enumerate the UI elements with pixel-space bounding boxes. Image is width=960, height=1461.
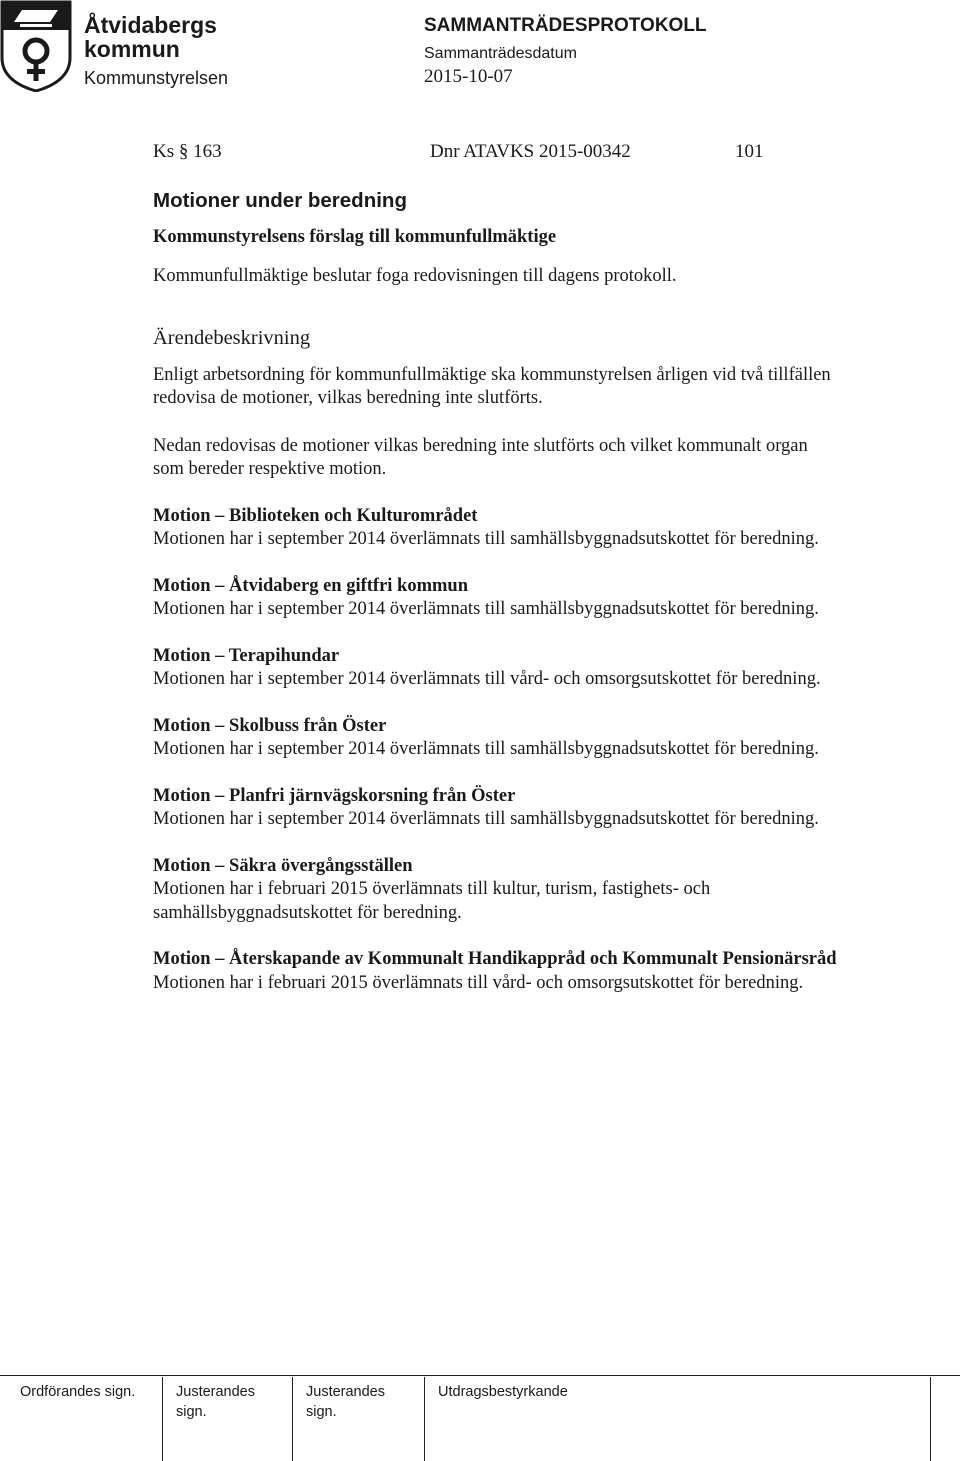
motion-status: Motionen har i september 2014 överlämnats till samhällsbyggnadsutskottet för beredning. <box>153 599 819 619</box>
registration-number: Dnr ATAVKS 2015-00342 <box>430 141 631 162</box>
motion-title: Motion – Återskapande av Kommunalt Handikappråd och Kommunalt Pensionärsråd <box>153 949 837 969</box>
protocol-block <box>424 15 707 88</box>
chair-signature-field: Ordförandes sign. <box>20 1384 136 1400</box>
org-unit: Kommunstyrelsen <box>84 68 229 88</box>
footer-cell-divider <box>292 1377 293 1461</box>
motion-title: Motion – Planfri järnvägskorsning från Öster <box>153 785 516 806</box>
motion-item <box>153 785 843 832</box>
meeting-date-value: 2015-10-07 <box>424 66 513 87</box>
extract-certification-field: Utdragsbestyrkande <box>438 1384 568 1400</box>
motion-item <box>153 645 843 692</box>
description-paragraph-1: Enligt arbetsordning för kommunfullmäktige ska kommunstyrelsen årligen vid två tillfällen redovisa de motioner, vilkas beredning inte slutförts. <box>153 364 831 408</box>
motion-status: Motionen har i februari 2015 överlämnats till vård- och omsorgsutskottet för beredning. <box>153 972 804 993</box>
motion-title: Motion – Skolbuss från Öster <box>153 715 387 736</box>
municipality-coat-of-arms-logo <box>0 0 72 92</box>
paragraph-number: Ks § 163 <box>153 141 222 162</box>
footer-cell-divider <box>162 1377 163 1461</box>
motion-status: Motionen har i september 2014 överlämnats till vård- och omsorgsutskottet för beredning. <box>153 669 821 689</box>
motion-item <box>153 575 843 622</box>
page-number: 101 <box>735 141 764 162</box>
document-title: Motioner under beredning <box>153 189 407 212</box>
motion-status: Motionen har i september 2014 överlämnats till samhällsbyggnadsutskottet för beredning. <box>153 739 819 759</box>
footer-cell-divider <box>930 1377 931 1461</box>
adjuster-2-signature-field: Justerandes sign. <box>306 1384 385 1420</box>
adjuster-1-signature-field: Justerandes sign. <box>176 1384 255 1420</box>
org-name-line1: Åtvidabergs <box>84 12 217 38</box>
motion-list <box>153 505 843 996</box>
motion-item <box>153 505 843 552</box>
document-body <box>153 140 843 1018</box>
organization-block <box>84 13 228 89</box>
description-heading: Ärendebeskrivning <box>153 326 311 349</box>
motion-status: Motionen har i februari 2015 överlämnats till kultur, turism, fastighets- och samhällsbyggnadsutskottet för beredning. <box>153 879 711 923</box>
meeting-date-label: Sammanträdesdatum <box>424 45 577 62</box>
decision-text: Kommunfullmäktige beslutar foga redovisningen till dagens protokoll. <box>153 266 677 286</box>
motion-title: Motion – Säkra övergångsställen <box>153 855 413 876</box>
motion-title: Motion – Terapihundar <box>153 645 340 666</box>
motion-item <box>153 855 843 926</box>
proposal-heading: Kommunstyrelsens förslag till kommunfullmäktige <box>153 227 557 247</box>
motion-title: Motion – Åtvidaberg en giftfri kommun <box>153 575 468 596</box>
motion-status: Motionen har i september 2014 överlämnats till samhällsbyggnadsutskottet för beredning. <box>153 529 819 549</box>
motion-title: Motion – Biblioteken och Kulturområdet <box>153 505 478 526</box>
footer-divider <box>0 1375 960 1376</box>
motion-status: Motionen har i september 2014 överlämnats till samhällsbyggnadsutskottet för beredning. <box>153 809 819 829</box>
motion-item <box>153 715 843 762</box>
reference-line <box>153 140 843 164</box>
org-name-line2: kommun <box>84 36 180 62</box>
footer-cell-divider <box>424 1377 425 1461</box>
description-paragraph-2: Nedan redovisas de motioner vilkas beredning inte slutförts och vilket kommunalt organ som bereder respektive motion. <box>153 435 808 479</box>
motion-item <box>153 948 843 995</box>
document-type: SAMMANTRÄDESPROTOKOLL <box>424 15 707 36</box>
